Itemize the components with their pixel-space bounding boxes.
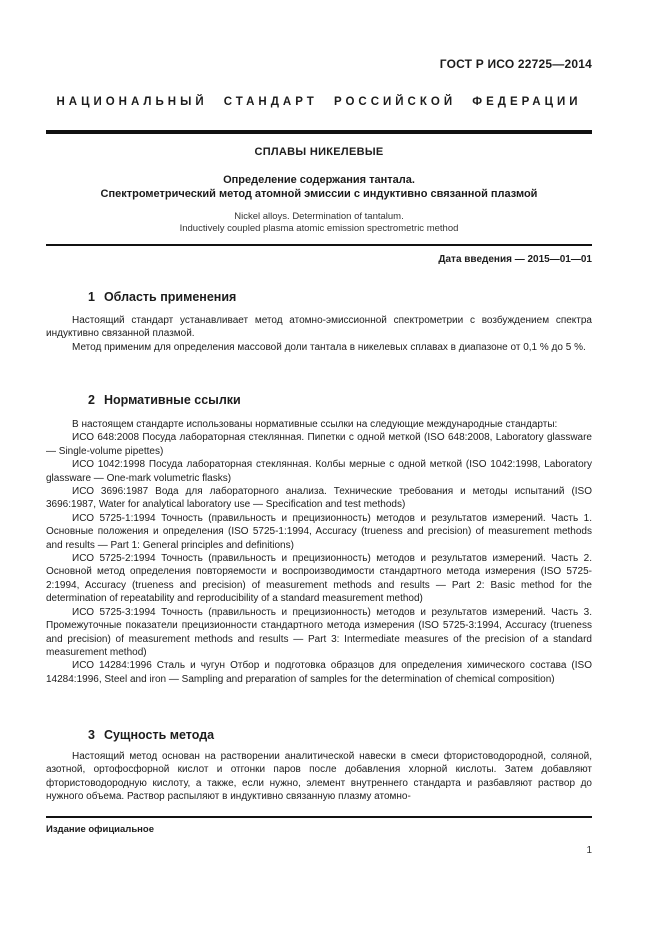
section-1-heading xyxy=(46,290,634,304)
section-2-heading xyxy=(46,393,634,407)
section-1-number: 1 xyxy=(88,290,95,304)
title-en-line1: Nickel alloys. Determination of tantalum. xyxy=(234,211,404,222)
paragraph: В настоящем стандарте использованы нормативные ссылки на следующие международные стандарты: xyxy=(72,419,558,430)
footer-rule xyxy=(46,816,592,818)
section-2-number: 2 xyxy=(88,393,95,407)
doc-code: ГОСТ Р ИСО 22725—2014 xyxy=(439,57,592,71)
standard-reference: ИСО 5725-3:1994 Точность (правильность и прецизионность) методов и результатов измерений. Часть 3. Промежуточные показатели прецизионности стандартного метода измерения (ISO 5725-3:1994, Accuracy (trueness and precision) of measurement methods and results — Part 3: Intermediate measures of the precision of a standard measurement method) xyxy=(46,606,592,658)
section-2-body xyxy=(46,418,592,686)
title-en xyxy=(46,211,592,235)
paragraph: Настоящий стандарт устанавливает метод атомно-эмиссионной спектрометрии с возбуждением спектра индуктивно связанной плазмой. xyxy=(46,315,592,340)
section-1-title: Область применения xyxy=(103,290,237,304)
standard-reference: ИСО 5725-1:1994 Точность (правильность и прецизионность) методов и результатов измерений. Часть 1. Основные положения и определения (ISO 5725-1:1994, Accuracy (trueness and precision) of measurement methods and results — Part 1: General principles and definitions) xyxy=(46,512,592,551)
standard-reference: ИСО 5725-2:1994 Точность (правильность и прецизионность) методов и результатов измерений. Часть 2. Основной метод определения повторяемости и воспроизводимости стандартного метода измерения (ISO 5725-2:1994, Accuracy (trueness and precision) of measurement methods and results — Part 2: Basic method for the determination of repeatability and reproducibility of a standard measurement method) xyxy=(46,553,592,605)
standard-reference: ИСО 1042:1998 Посуда лабораторная стеклянная. Колбы мерные с одной меткой (ISO 1042:1998, Laboratory glassware — One-mark volumetric flasks) xyxy=(46,459,592,484)
paragraph: Настоящий метод основан на растворении аналитической навески в смеси фтористоводородной, соляной, азотной, ортофосфорной кислот и отгонки паров после добавления хлорной кислоты. Затем добавляют фтористоводородную кислоту, а также, если нужно, элемент внутреннего стандарта и разбавляют раствор до нужного объема. Раствор распыляют в индуктивно связанную плазму атомно- xyxy=(46,751,592,803)
section-3-title: Сущность метода xyxy=(103,728,215,742)
effective-date: Дата введения — 2015—01—01 xyxy=(438,254,592,265)
paragraph: Метод применим для определения массовой доли тантала в никелевых сплавах в диапазоне от 0,1 % до 5 %. xyxy=(72,341,586,353)
title-ru-main: СПЛАВЫ НИКЕЛЕВЫЕ xyxy=(254,146,384,158)
section-3-body xyxy=(46,750,592,804)
standard-reference: ИСО 648:2008 Посуда лабораторная стеклянная. Пипетки с одной меткой (ISO 648:2008, Laboratory glassware — Single-volume pipettes) xyxy=(46,432,592,457)
standard-reference: ИСО 14284:1996 Сталь и чугун Отбор и подготовка образцов для определения химического состава (ISO 14284:1996, Steel and iron — Sampling and preparation of samples for the determination of chemical composition) xyxy=(46,660,592,685)
title-ru-subtitle-line2: Спектрометрический метод атомной эмиссии с индуктивно связанной плазмой xyxy=(100,188,538,200)
page-number: 1 xyxy=(586,845,592,856)
title-rule xyxy=(46,244,592,246)
section-1-body xyxy=(46,314,592,354)
section-3-number: 3 xyxy=(88,728,95,742)
standard-banner: НАЦИОНАЛЬНЫЙ СТАНДАРТ РОССИЙСКОЙ ФЕДЕРАЦИИ xyxy=(56,96,582,108)
title-ru-subtitle xyxy=(46,173,592,201)
header-rule xyxy=(46,130,592,134)
title-en-line2: Inductively coupled plasma atomic emission spectrometric method xyxy=(179,223,459,234)
section-3-heading xyxy=(46,728,634,742)
standard-reference: ИСО 3696:1987 Вода для лабораторного анализа. Технические требования и методы испытаний (ISO 3696:1987, Water for analytical laboratory use — Specification and test methods) xyxy=(46,486,592,511)
official-edition-note: Издание официальное xyxy=(46,824,154,835)
section-2-title: Нормативные ссылки xyxy=(103,393,241,407)
title-ru-subtitle-line1: Определение содержания тантала. xyxy=(223,174,415,186)
